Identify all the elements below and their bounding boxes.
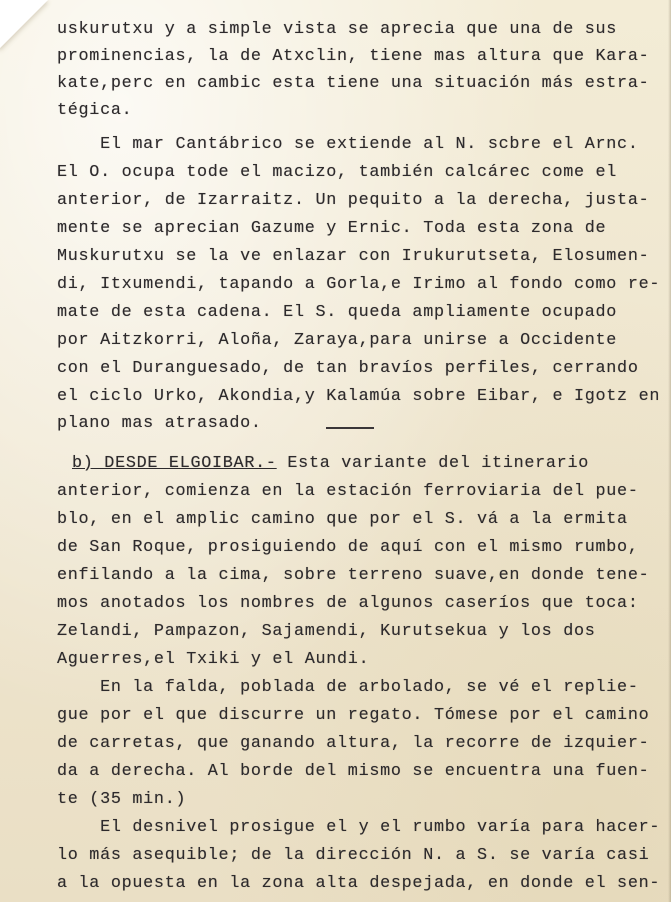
section-divider xyxy=(326,427,374,429)
text-line: El desnivel prosigue el y el rumbo varía para hacer- xyxy=(57,818,661,837)
text-line: mate de esta cadena. El S. queda ampliamente ocupado xyxy=(57,303,618,322)
text-line: lo más asequible; de la dirección N. a S. se varía casi xyxy=(57,846,650,865)
text-line: por Aitzkorri, Aloña, Zaraya,para unirse a Occidente xyxy=(57,331,618,350)
text-line: con el Duranguesado, de tan bravíos perfiles, cerrando xyxy=(57,359,639,378)
text-line: de carretas, que ganando altura, la recorre de izquier- xyxy=(57,734,650,753)
text-line: di, Itxumendi, tapando a Gorla,e Irimo al fondo como re- xyxy=(57,275,661,294)
text-line: En la falda, poblada de arbolado, se vé el replie- xyxy=(57,678,639,697)
text-line: mos anotados los nombres de algunos caseríos que toca: xyxy=(57,594,639,613)
text-line: tégica. xyxy=(57,101,133,120)
text-line: de San Roque, prosiguiendo de aquí con el mismo rumbo, xyxy=(57,538,639,557)
text-line: el ciclo Urko, Akondia,y Kalamúa sobre Eibar, e Igotz en xyxy=(57,387,661,406)
text-line: Aguerres,el Txiki y el Aundi. xyxy=(57,650,370,669)
text-line: El mar Cantábrico se extiende al N. scbre el Arnc. xyxy=(57,135,639,154)
text-line: gue por el que discurre un regato. Tómese por el camino xyxy=(57,706,650,725)
text-line: prominencias, la de Atxclin, tiene mas altura que Kara- xyxy=(57,47,650,66)
text-line: uskurutxu y a simple vista se aprecia que una de sus xyxy=(57,20,618,39)
text-line: da a derecha. Al borde del mismo se encuentra una fuen- xyxy=(57,762,650,781)
text-line: anterior, comienza en la estación ferroviaria del pue- xyxy=(57,482,639,501)
text-line: kate,perc en cambic esta tiene una situación más estra- xyxy=(57,74,650,93)
text-line: El O. ocupa tode el macizo, también calcárec come el xyxy=(57,163,618,182)
section-heading: b) DESDE ELGOIBAR.- xyxy=(72,454,277,473)
section-heading-line xyxy=(72,454,589,481)
section-heading-rest: Esta variante del itinerario xyxy=(276,454,589,473)
text-line: mente se aprecian Gazume y Ernic. Toda esta zona de xyxy=(57,219,607,238)
text-line: Muskurutxu se la ve enlazar con Irukurutseta, Elosumen- xyxy=(57,247,650,266)
text-line: Zelandi, Pampazon, Sajamendi, Kurutsekua y los dos xyxy=(57,622,596,641)
text-line: enfilando a la cima, sobre terreno suave,en donde tene- xyxy=(57,566,650,585)
text-line: blo, en el amplic camino que por el S. vá a la ermita xyxy=(57,510,628,529)
text-line: te (35 min.) xyxy=(57,790,187,809)
folded-corner xyxy=(0,0,48,48)
text-line: plano mas atrasado. xyxy=(57,414,262,433)
text-line: a la opuesta en la zona alta despejada, en donde el sen- xyxy=(57,874,661,893)
text-line: anterior, de Izarraitz. Un pequito a la derecha, justa- xyxy=(57,191,650,210)
